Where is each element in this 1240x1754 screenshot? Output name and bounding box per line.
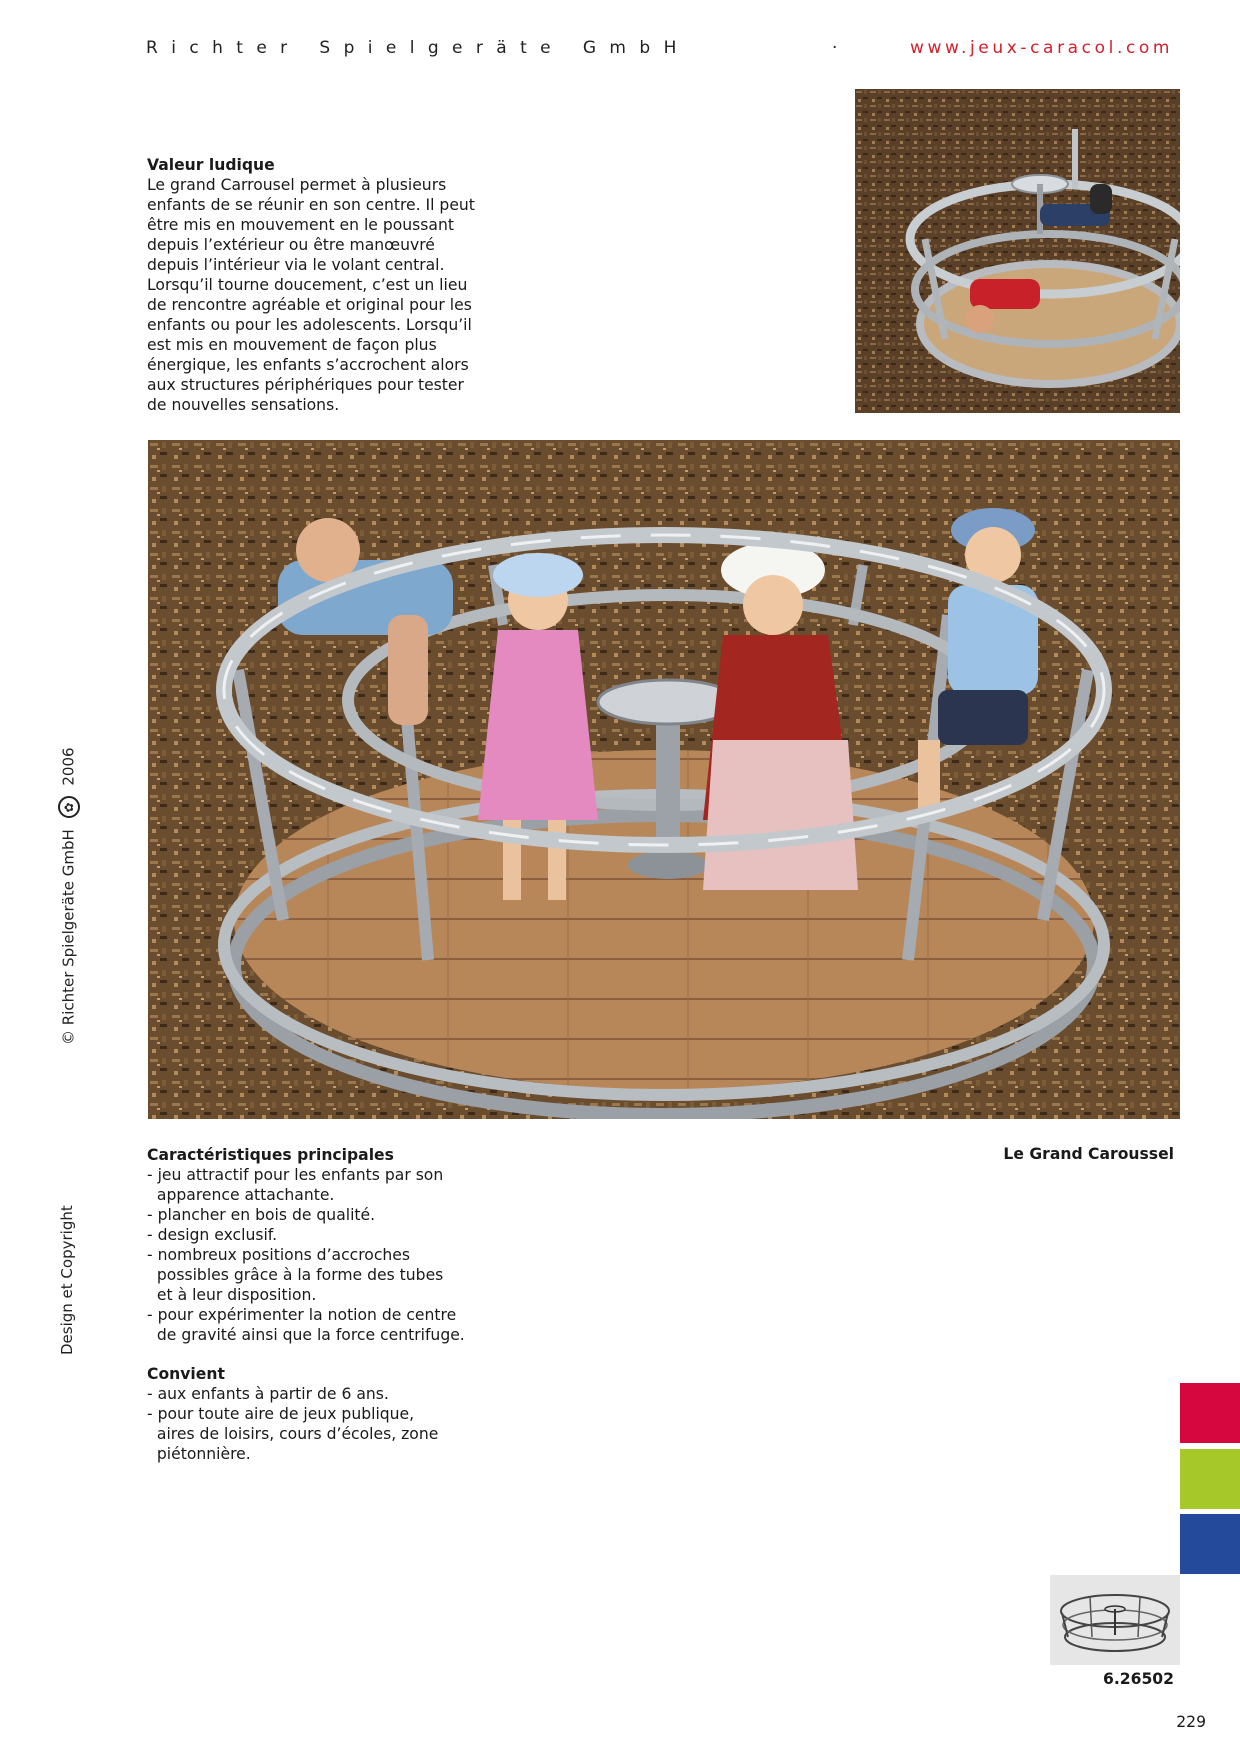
caracteristiques-line: - design exclusif. xyxy=(147,1226,278,1244)
valeur-line: est mis en mouvement de façon plus xyxy=(147,336,437,354)
carousel-drawing-icon xyxy=(1050,1575,1180,1665)
product-reference: 6.26502 xyxy=(1102,1670,1174,1688)
valeur-line: Lorsqu’il tourne doucement, c’est un lieu xyxy=(147,276,468,294)
convient-line: piétonnière. xyxy=(147,1445,251,1463)
header-separator: · xyxy=(832,38,838,58)
valeur-line: être mis en mouvement en le poussant xyxy=(147,216,454,234)
caracteristiques-section xyxy=(147,1145,507,1345)
carousel-photo-main xyxy=(148,440,1180,1119)
caracteristiques-line: et à leur disposition. xyxy=(147,1286,317,1304)
richter-logo-icon: ✿ xyxy=(58,796,80,818)
convient-line: - pour toute aire de jeux publique, xyxy=(147,1405,415,1423)
valeur-line: de rencontre agréable et original pour les xyxy=(147,296,472,314)
header-website-link[interactable]: www.jeux-caracol.com xyxy=(910,38,1174,58)
caracteristiques-line: de gravité ainsi que la force centrifuge. xyxy=(147,1326,465,1344)
valeur-ludique-heading: Valeur ludique xyxy=(147,156,275,174)
convient-heading: Convient xyxy=(147,1365,225,1383)
product-caption: Le Grand Caroussel xyxy=(1003,1145,1174,1163)
copyright-text: © Richter Spielgeräte GmbH xyxy=(59,829,78,1045)
convient-section xyxy=(147,1364,507,1464)
valeur-line: énergique, les enfants s’accrochent alors xyxy=(147,356,469,374)
valeur-line: enfants ou pour les adolescents. Lorsqu’il xyxy=(147,316,472,334)
header-company-name: Richter Spielgeräte GmbH xyxy=(146,38,690,58)
caracteristiques-heading: Caractéristiques principales xyxy=(147,1146,394,1164)
carousel-photo-small xyxy=(855,89,1180,413)
product-thumbnail xyxy=(1050,1575,1180,1665)
valeur-line: aux structures périphériques pour tester xyxy=(147,376,464,394)
caracteristiques-line: apparence attachante. xyxy=(147,1186,335,1204)
page-number: 229 xyxy=(1176,1713,1206,1731)
valeur-line: de nouvelles sensations. xyxy=(147,396,340,414)
caracteristiques-line: - jeu attractif pour les enfants par son xyxy=(147,1166,444,1184)
convient-line: - aux enfants à partir de 6 ans. xyxy=(147,1385,389,1403)
caracteristiques-line: possibles grâce à la forme des tubes xyxy=(147,1266,444,1284)
copyright-vertical xyxy=(58,747,80,1045)
tab-blue[interactable] xyxy=(1180,1514,1240,1574)
tab-green[interactable] xyxy=(1180,1449,1240,1509)
design-copyright-vertical: Design et Copyright xyxy=(58,1205,76,1355)
caracteristiques-line: - pour expérimenter la notion de centre xyxy=(147,1306,457,1324)
tab-red[interactable] xyxy=(1180,1383,1240,1443)
valeur-line: depuis l’extérieur ou être manœuvré xyxy=(147,236,435,254)
copyright-year: 2006 xyxy=(59,747,78,786)
valeur-line: Le grand Carrousel permet à plusieurs xyxy=(147,176,447,194)
valeur-line: depuis l’intérieur via le volant central. xyxy=(147,256,445,274)
valeur-line: enfants de se réunir en son centre. Il peut xyxy=(147,196,475,214)
valeur-ludique-section xyxy=(147,155,487,415)
convient-line: aires de loisirs, cours d’écoles, zone xyxy=(147,1425,439,1443)
caracteristiques-line: - nombreux positions d’accroches xyxy=(147,1246,411,1264)
caracteristiques-line: - plancher en bois de qualité. xyxy=(147,1206,376,1224)
